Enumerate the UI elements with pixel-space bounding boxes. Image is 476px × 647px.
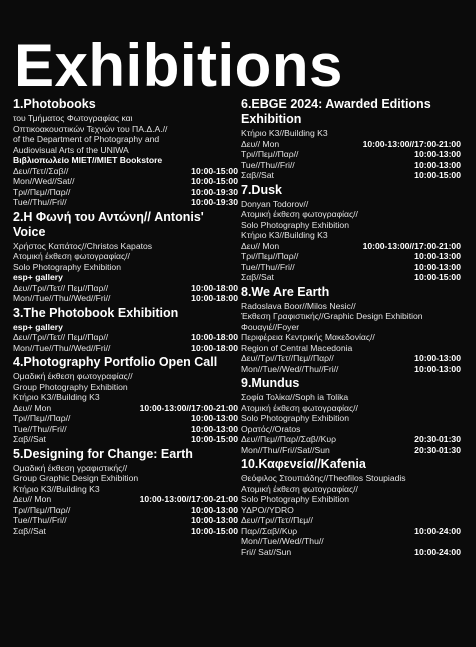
venue-line: esp+ gallery [13, 272, 63, 282]
time: 10:00-13:00//17:00-21:00 [139, 402, 238, 413]
description-line: Ατομική έκθεση φωτογραφίας// [241, 483, 358, 494]
left-column [13, 96, 238, 538]
time: 10:00-15:00 [191, 434, 238, 444]
days: Mon//Thu//Fri//Sat//Sun [241, 444, 330, 455]
days: Mon//Tue//Thu//Wed//Fri// [13, 342, 111, 353]
section-heading: 2.Η Φωνή του Αντώνη// Antonis' Voice [13, 209, 204, 239]
days: Tue//Thu//Fri// [241, 159, 295, 170]
description-line: Χρήστος Καπάτος//Christos Kapatos [13, 240, 153, 251]
description-line: Group Graphic Design Exhibition [13, 473, 139, 483]
days: Τρι//Πεμ//Παρ// [241, 149, 299, 159]
description-line: of the Department of Photography and [13, 134, 160, 144]
time: 10:00-13:00 [191, 413, 238, 423]
time: 10:00-18:00 [191, 342, 238, 353]
time: 10:00-15:00 [414, 272, 461, 282]
time: 20:30-01:30 [414, 444, 461, 455]
hours-row [13, 413, 238, 424]
hours-row [241, 526, 461, 537]
description-line: Έκθεση Γραφιστικής//Graphic Design Exhibition [241, 311, 423, 321]
hours-row [13, 293, 238, 304]
time: 10:00-13:00 [414, 159, 461, 170]
time: 10:00-18:00 [191, 332, 238, 342]
description-line: Radoslava Boor//Milos Nesic// [241, 300, 356, 311]
description-line: Solo Photography Exhibition [241, 219, 349, 230]
description-line: Περιφέρεια Κεντρικής Μακεδονίας// [241, 332, 375, 342]
time: 10:00-13:00 [191, 423, 238, 434]
venue-line: Ορατός//Oratos [241, 423, 301, 434]
hours-row [13, 187, 238, 198]
time: 10:00-15:00 [414, 170, 461, 180]
hours-row [241, 170, 461, 181]
section-ebge-2024 [241, 97, 461, 181]
time: 10:00-13:00 [414, 363, 461, 374]
description-line: Group Photography Exhibition [13, 381, 128, 392]
section-heading: 10.Καφενεία//Kafenia [241, 457, 366, 471]
description-line: Solo Photography Exhibition [241, 413, 349, 423]
section-mundus [241, 376, 461, 455]
time: 10:00-19:30 [191, 197, 238, 207]
hours-row [13, 515, 238, 526]
hours-row [241, 353, 461, 364]
hours-row [241, 547, 461, 558]
hours-row [241, 251, 461, 262]
days: Τρι//Πεμ//Παρ// [13, 413, 71, 423]
venue-line: Φουαγιέ//Foyer [241, 321, 300, 332]
section-heading: 5.Designing for Change: Earth [13, 446, 193, 461]
days: Τρι//Πεμ//Παρ// [13, 186, 71, 197]
hours-row [13, 332, 238, 343]
time: 20:30-01:30 [414, 434, 461, 444]
section-we-are-earth [241, 285, 461, 375]
hours-row [13, 166, 238, 177]
right-column [241, 96, 461, 559]
days: Tue//Thu//Fri// [13, 515, 67, 525]
days: Δευ//Τρι//Τετ// Πεμ//Παρ// [13, 332, 109, 342]
description-line: Ομαδική έκθεση γραφιστικής// [13, 462, 128, 473]
days: Tue//Thu//Fri// [241, 261, 295, 272]
time: 10:00-13:00 [414, 261, 461, 272]
time: 10:00-15:00 [191, 176, 238, 186]
venue-line: Κτήριο Κ3//Building K3 [241, 230, 328, 240]
time: 10:00-18:00 [191, 282, 238, 293]
hours-row [241, 241, 461, 252]
days: Fri// Sat//Sun [241, 546, 292, 557]
time: 10:00-24:00 [414, 525, 461, 536]
section-dusk [241, 183, 461, 283]
description-line: Audiovisual Arts of the UNIWA [13, 144, 129, 155]
section-portfolio-open-call [13, 355, 238, 445]
days: Δευ// Mon [13, 494, 52, 504]
days: Δευ//Τετ//Σαβ// [13, 165, 69, 176]
description-line: Θεόφιλος Στουπιάδης//Theofilos Stoupiadis [241, 473, 406, 483]
days: Σαβ//Sat [13, 525, 46, 536]
days: Mon//Wed//Sat// [13, 176, 75, 186]
days: Τρι//Πεμ//Παρ// [13, 504, 71, 515]
section-heading: 8.We Are Earth [241, 284, 330, 299]
days: Σαβ//Sat [241, 272, 274, 282]
days: Δευ// Mon [241, 138, 280, 149]
time: 10:00-18:00 [191, 293, 238, 303]
hours-row [13, 424, 238, 435]
hours-row [13, 176, 238, 187]
time: 10:00-24:00 [414, 546, 461, 557]
hours-row [13, 434, 238, 445]
section-photobooks [13, 97, 238, 208]
section-heading: 4.Photography Portfolio Open Call [13, 355, 218, 369]
days: Δευ// Mon [241, 240, 280, 251]
section-kafenia [241, 457, 461, 557]
hours-row [241, 262, 461, 273]
section-heading: 7.Dusk [241, 182, 282, 197]
time: 10:00-13:00 [191, 515, 238, 525]
hours-row [241, 139, 461, 150]
venue-line: Βιβλιοπωλείο ΜΙΕΤ//MIET Bookstore [13, 155, 163, 165]
days: Παρ//Σαβ//Κυρ [241, 525, 298, 536]
days: Mon//Tue//Wed//Thu//Fri// [241, 363, 339, 374]
days: Mon//Tue//Wed//Thu// [241, 536, 324, 546]
hours-row [13, 197, 238, 208]
time: 10:00-13:00//17:00-21:00 [362, 138, 461, 149]
time: 10:00-15:00 [191, 525, 238, 536]
page-title: Exhibitions [14, 32, 343, 99]
hours-row [13, 494, 238, 505]
section-heading: 6.EBGE 2024: Awarded Editions Exhibition [241, 97, 431, 126]
hours-row [13, 283, 238, 294]
description-line: Region of Central Macedonia [241, 342, 353, 353]
hours-row [241, 445, 461, 456]
description-line: Ομαδική έκθεση φωτογραφίας// [13, 371, 133, 381]
venue-line: Κτήριο Κ3//Building K3 [13, 392, 100, 402]
description-line: Ατομική έκθεση φωτογραφίας// [241, 209, 358, 219]
venue-line: esp+ gallery [13, 321, 63, 332]
section-heading: 3.The Photobook Exhibition [13, 305, 179, 320]
hours-row [241, 536, 461, 547]
time: 10:00-13:00 [414, 353, 461, 363]
time: 10:00-13:00//17:00-21:00 [139, 494, 238, 504]
days: Τρι//Πεμ//Παρ// [241, 251, 299, 261]
hours-row [13, 403, 238, 414]
days: Tue//Thu//Fri// [13, 423, 67, 434]
days: Δευ//Τρι//Τετ//Πεμ//Παρ// [241, 353, 334, 363]
hours-row [241, 364, 461, 375]
venue-line: Κτήριο Κ3//Building K3 [13, 483, 100, 494]
days: Tue//Thu//Fri// [13, 197, 67, 207]
description-line: Donyan Todorov// [241, 198, 309, 209]
days: Δευ//Πεμ//Παρ//Σαβ//Κυρ [241, 434, 336, 444]
section-antonis-voice [13, 210, 238, 304]
days: Σαβ//Sat [241, 170, 274, 180]
time: 10:00-15:00 [191, 165, 238, 176]
description-line: Ατομική έκθεση φωτογραφίας// [13, 251, 130, 261]
section-designing-for-change [13, 447, 238, 537]
description-line: Solo Photography Exhibition [13, 261, 121, 272]
time: 10:00-13:00 [414, 251, 461, 261]
description-line: Οπτικοακουστικών Τεχνών του ΠΑ.Δ.Α.// [13, 123, 168, 134]
description-line: του Τμήματος Φωτογραφίας και [13, 113, 133, 123]
days: Δευ//Τρι//Τετ// Πεμ//Παρ// [13, 282, 109, 293]
hours-row [241, 149, 461, 160]
section-heading: 9.Mundus [241, 376, 300, 390]
time: 10:00-13:00//17:00-21:00 [362, 240, 461, 251]
time: 10:00-19:30 [191, 186, 238, 197]
hours-row [241, 160, 461, 171]
days: Mon//Tue//Thu//Wed//Fri// [13, 293, 111, 303]
hours-row [13, 526, 238, 537]
description-line: Solo Photography Exhibition [241, 494, 349, 504]
days: Δευ// Mon [13, 402, 52, 413]
venue-line: ΥΔΡΟ//YDRO [241, 504, 294, 515]
hours-row [241, 272, 461, 283]
time: 10:00-13:00 [191, 504, 238, 515]
venue-line: Κτήριο Κ3//Building K3 [241, 128, 328, 138]
hours-row [241, 434, 461, 445]
hours-row [13, 505, 238, 516]
description-line: Ατομική έκθεση φωτογραφίας// [241, 402, 358, 413]
time: 10:00-13:00 [414, 149, 461, 159]
days: Σαβ//Sat [13, 434, 46, 444]
section-heading: 1.Photobooks [13, 97, 96, 111]
section-photobook-exhibition [13, 306, 238, 354]
hours-row [13, 343, 238, 354]
description-line: Σοφία Τολίκα//Soph ia Tolika [241, 392, 349, 402]
description-line: Δευ//Τρι//Τετ//Πεμ// [241, 515, 313, 525]
